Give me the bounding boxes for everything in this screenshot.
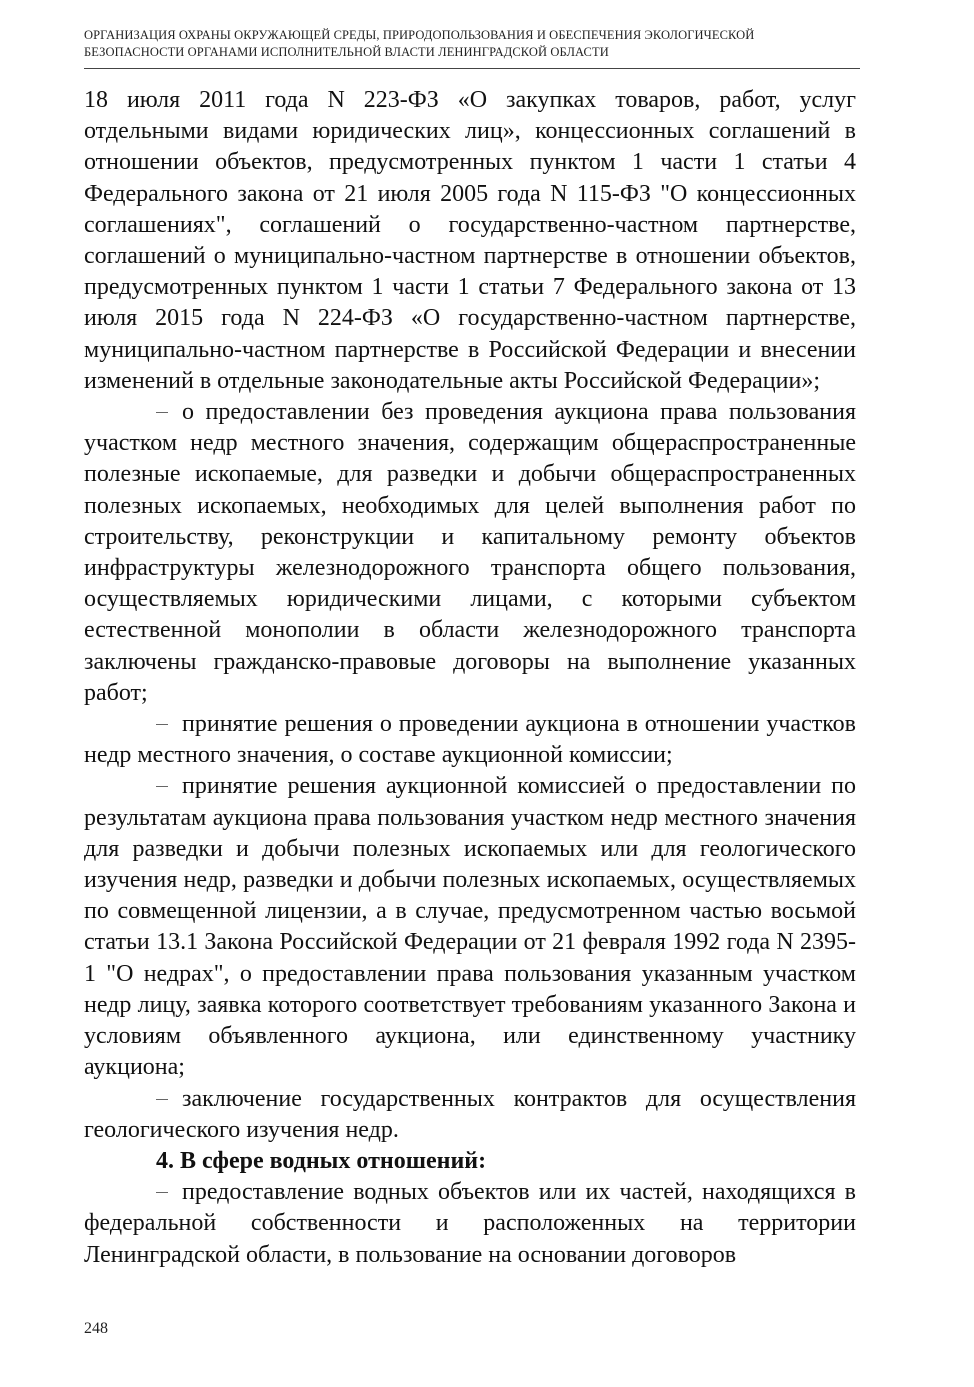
dash-bullet-icon [156, 1192, 168, 1193]
dash-bullet-icon [156, 1099, 168, 1100]
list-item-text: принятие решения о проведении аукциона в отношении участков недр местного значения, о составе аукционной комиссии; [84, 711, 856, 769]
dash-bullet-icon [156, 724, 168, 725]
header-divider [84, 68, 860, 69]
body-text [84, 85, 856, 1271]
list-item-text: о предоставлении без проведения аукциона права пользования участком недр местного значения, содержащим общераспространенные полезные ископаемые, для разведки и добычи общераспространенных полезных ископаемых, необходимых для целей выполнения работ по строительству, реконструкции и капитальному ремонту объектов инфраструктуры железнодорожного транспорта общего пользования, осуществляемых юридическими лицами, с которыми субъектом естественной монополии в области железнодорожного транспорта заключены гражданско-правовые договоры на выполнение указанных работ; [84, 399, 856, 706]
running-header [84, 27, 860, 61]
section-heading: 4. В сфере водных отношений: [156, 1147, 487, 1174]
dash-bullet-icon [156, 786, 168, 787]
header-line-1: ОРГАНИЗАЦИЯ ОХРАНЫ ОКРУЖАЮЩЕЙ СРЕДЫ, ПРИРОДОПОЛЬЗОВАНИЯ И ОБЕСПЕЧЕНИЯ ЭКОЛОГИЧЕСКОЙ [84, 28, 755, 42]
header-line-2: БЕЗОПАСНОСТИ ОРГАНАМИ ИСПОЛНИТЕЛЬНОЙ ВЛАСТИ ЛЕНИНГРАДСКОЙ ОБЛАСТИ [84, 45, 609, 59]
list-item-text: принятие решения аукционной комиссией о предоставлении по результатам аукциона права пользования участком недр местного значения для разведки и добычи полезных ископаемых или для геологического изучения недр, разведки и добычи полезных ископаемых, осуществляемых по совмещенной лицензии, а в случае, предусмотренном частью восьмой статьи 13.1 Закона Российской Федерации от 21 февраля 1992 года N 2395-1 "О недрах", о предоставлении права пользования указанным участком недр лицу, заявка которого соответствует требованиям указанного Закона и условиям объявленного аукциона, или единственному участнику аукциона; [84, 773, 856, 1081]
list-item [84, 1177, 856, 1271]
dash-bullet-icon [156, 412, 168, 413]
list-item-text: заключение государственных контрактов для осуществления геологического изучения недр. [84, 1085, 856, 1143]
paragraph-continuation: 18 июля 2011 года N 223-ФЗ «О закупках товаров, работ, услуг отдельными видами юридических лиц», концессионных соглашений в отношении объектов, предусмотренных пунктом 1 части 1 статьи 4 Федерального закона от 21 июля 2005 года N 115-ФЗ "О концессионных соглашениях", соглашений о государственно-частном партнерстве, соглашений о муниципально-частном партнерстве в отношении объектов, предусмотренных пунктом 1 части 1 статьи 7 Федерального закона от 13 июля 2015 года N 224-ФЗ «О государственно-частном партнерстве, муниципально-частном партнерстве в Российской Федерации и внесении изменений в отдельные законодательные акты Российской Федерации»; [84, 87, 856, 394]
list-item [84, 1084, 856, 1146]
list-item [84, 771, 856, 1083]
list-item [84, 709, 856, 771]
list-item [84, 397, 856, 709]
list-item-text: предоставление водных объектов или их частей, находящихся в федеральной собственности и расположенных на территории Ленинградской области, в пользование на основании договоров [84, 1179, 856, 1268]
page-number: 248 [84, 1320, 108, 1337]
